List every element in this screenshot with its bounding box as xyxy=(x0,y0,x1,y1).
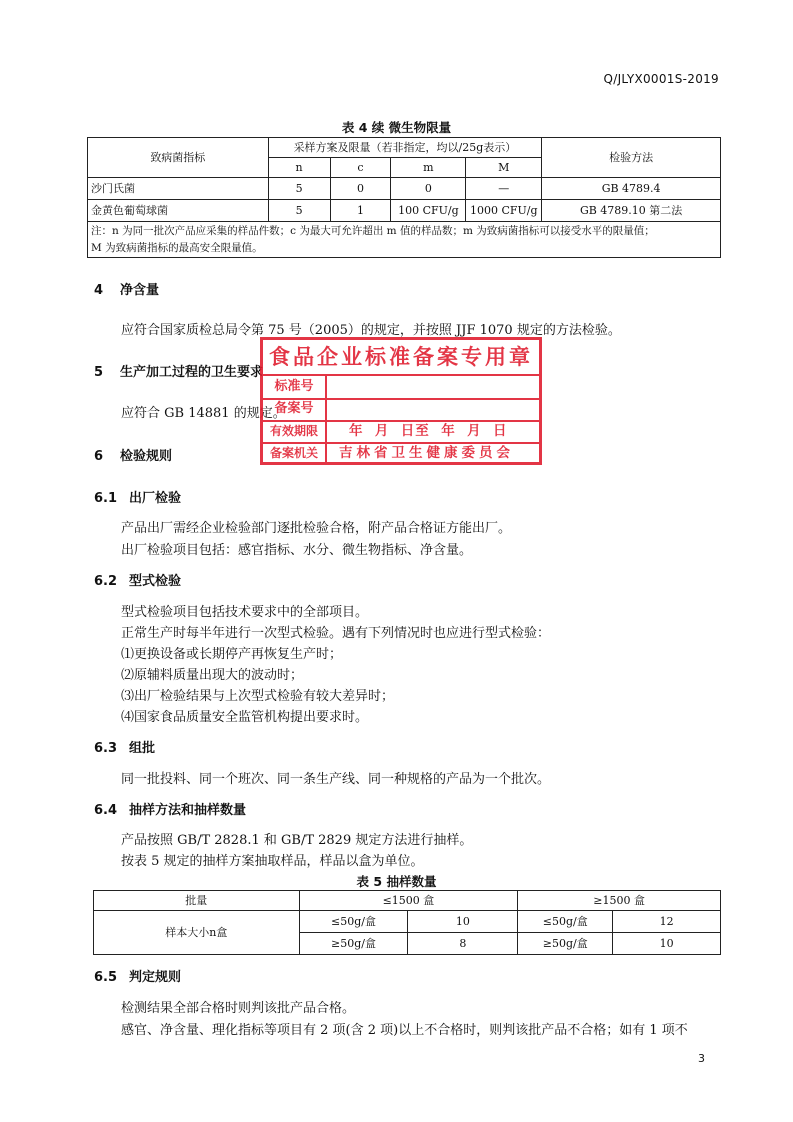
section-6-2-para-2: 正常生产时每半年进行一次型式检验。遇有下列情况时也应进行型式检验： xyxy=(121,626,551,641)
col-header-sampling: 采样方案及限量（若非指定，均以/25g表示） xyxy=(268,138,542,158)
cell-value: 8 xyxy=(408,933,518,955)
table5-caption: 表 5 抽样数量 xyxy=(356,874,437,889)
section-5-heading xyxy=(94,361,263,380)
section-6-2-list-item-2: ⑵原辅料质量出现大的波动时； xyxy=(121,668,304,683)
section-6-3-heading xyxy=(94,737,155,756)
stamp-row-agency xyxy=(263,442,539,464)
section-6-1-heading xyxy=(94,487,181,506)
sub-header-M: M xyxy=(466,158,542,178)
table4-caption: 表 4 续 微生物限量 xyxy=(341,120,452,135)
section-6-1-para-2: 出厂检验项目包括：感官指标、水分、微生物指标、净含量。 xyxy=(121,543,473,558)
stamp-label-standard: 标准号 xyxy=(263,376,327,398)
stamp-label-validity: 有效期限 xyxy=(263,420,327,442)
row-label-sample-size: 样本大小n盒 xyxy=(94,911,300,955)
section-title: 组批 xyxy=(129,741,156,756)
section-title: 型式检验 xyxy=(129,574,182,589)
cell-n: 5 xyxy=(268,178,330,200)
section-6-1-para-1: 产品出厂需经企业检验部门逐批检验合格，附产品合格证方能出厂。 xyxy=(121,521,512,536)
stamp-label-agency: 备案机关 xyxy=(263,442,327,464)
sub-header-n: n xyxy=(268,158,330,178)
section-title: 抽样方法和抽样数量 xyxy=(129,803,247,818)
sub-header-c: c xyxy=(330,158,391,178)
section-6-2-heading xyxy=(94,570,181,589)
section-title: 生产加工过程的卫生要求 xyxy=(120,365,264,380)
pathogen-name: 金黄色葡萄球菌 xyxy=(88,200,269,222)
cell-c: 0 xyxy=(330,178,391,200)
cell-spec: ≥50g/盒 xyxy=(299,933,408,955)
table-row xyxy=(88,200,721,222)
section-6-2-list-item-4: ⑷国家食品质量安全监管机构提出要求时。 xyxy=(121,710,369,725)
stamp-agency-text: 吉林省卫生健康委员会 xyxy=(339,445,514,461)
cell-spec: ≤50g/盒 xyxy=(518,911,613,933)
section-number: 5 xyxy=(94,365,104,380)
section-number: 6.1 xyxy=(94,491,118,506)
section-title: 净含量 xyxy=(120,283,160,298)
section-6-5-para-1: 检测结果全部合格时则判该批产品合格。 xyxy=(121,1001,356,1016)
cell-m: 100 CFU/g xyxy=(391,200,466,222)
page-number: 3 xyxy=(698,1052,705,1065)
microbial-limit-table xyxy=(87,137,721,258)
cell-spec: ≤50g/盒 xyxy=(299,911,408,933)
section-number: 6 xyxy=(94,449,104,464)
stamp-validity-text: 年 月 日至 年 月 日 xyxy=(349,423,508,439)
section-6-4-para-1: 产品按照 GB/T 2828.1 和 GB/T 2829 规定方法进行抽样。 xyxy=(121,833,473,848)
section-6-heading xyxy=(94,445,172,464)
cell-m: 0 xyxy=(391,178,466,200)
col-header-small-batch: ≤1500 盒 xyxy=(299,891,518,911)
section-6-4-heading xyxy=(94,799,246,818)
stamp-label-registration: 备案号 xyxy=(263,398,327,420)
note-line-1: 注：n 为同一批次产品应采集的样品件数；c 为最大可允许超出 m 值的样品数；m 为致病菌指标可以接受水平的限量值； xyxy=(91,224,655,237)
table-note xyxy=(88,222,721,258)
section-6-3-text: 同一批投料、同一个班次、同一条生产线、同一种规格的产品为一个批次。 xyxy=(121,772,551,787)
stamp-row-registration xyxy=(263,398,539,422)
pathogen-name: 沙门氏菌 xyxy=(88,178,269,200)
cell-value: 10 xyxy=(613,933,721,955)
section-title: 出厂检验 xyxy=(129,491,182,506)
table-row xyxy=(88,178,721,200)
section-6-2-list-item-3: ⑶出厂检验结果与上次型式检验有较大差异时； xyxy=(121,689,395,704)
section-4-text: 应符合国家质检总局令第 75 号（2005）的规定，并按照 JJF 1070 规定的方法检验。 xyxy=(121,323,621,338)
section-number: 6.5 xyxy=(94,970,118,985)
section-4-heading xyxy=(94,279,159,298)
cell-M: 1000 CFU/g xyxy=(466,200,542,222)
stamp-row-standard xyxy=(263,376,539,400)
section-title: 判定规则 xyxy=(129,970,182,985)
section-5-text: 应符合 GB 14881 的规定。 xyxy=(121,406,286,421)
sampling-quantity-table xyxy=(93,890,721,955)
note-line-2: M 为致病菌指标的最高安全限量值。 xyxy=(91,241,263,254)
col-header-large-batch: ≥1500 盒 xyxy=(518,891,721,911)
cell-n: 5 xyxy=(268,200,330,222)
col-header-indicator: 致病菌指标 xyxy=(88,138,269,178)
section-number: 6.3 xyxy=(94,741,118,756)
section-6-5-heading xyxy=(94,966,181,985)
stamp-row-validity xyxy=(263,420,539,444)
cell-c: 1 xyxy=(330,200,391,222)
section-6-2-para-1: 型式检验项目包括技术要求中的全部项目。 xyxy=(121,605,369,620)
section-6-2-list-item-1: ⑴更换设备或长期停产再恢复生产时； xyxy=(121,647,343,662)
section-number: 6.2 xyxy=(94,574,118,589)
stamp-title: 食品企业标准备案专用章 xyxy=(263,340,539,376)
sub-header-m: m xyxy=(391,158,466,178)
cell-method: GB 4789.10 第二法 xyxy=(542,200,721,222)
section-number: 4 xyxy=(94,283,104,298)
cell-value: 10 xyxy=(408,911,518,933)
section-6-5-para-2: 感官、净含量、理化指标等项目有 2 项(含 2 项)以上不合格时，则判该批产品不合格；如有 1 项不 xyxy=(121,1023,688,1038)
section-6-4-para-2: 按表 5 规定的抽样方案抽取样品，样品以盒为单位。 xyxy=(121,854,424,869)
section-number: 6.4 xyxy=(94,803,118,818)
section-title: 检验规则 xyxy=(120,449,173,464)
cell-method: GB 4789.4 xyxy=(542,178,721,200)
col-header-method: 检验方法 xyxy=(542,138,721,178)
registration-stamp xyxy=(260,337,542,465)
document-code: Q/JLYX0001S-2019 xyxy=(603,72,719,86)
cell-M: — xyxy=(466,178,542,200)
table-row xyxy=(94,911,721,933)
col-header-batch: 批量 xyxy=(94,891,300,911)
cell-value: 12 xyxy=(613,911,721,933)
cell-spec: ≥50g/盒 xyxy=(518,933,613,955)
